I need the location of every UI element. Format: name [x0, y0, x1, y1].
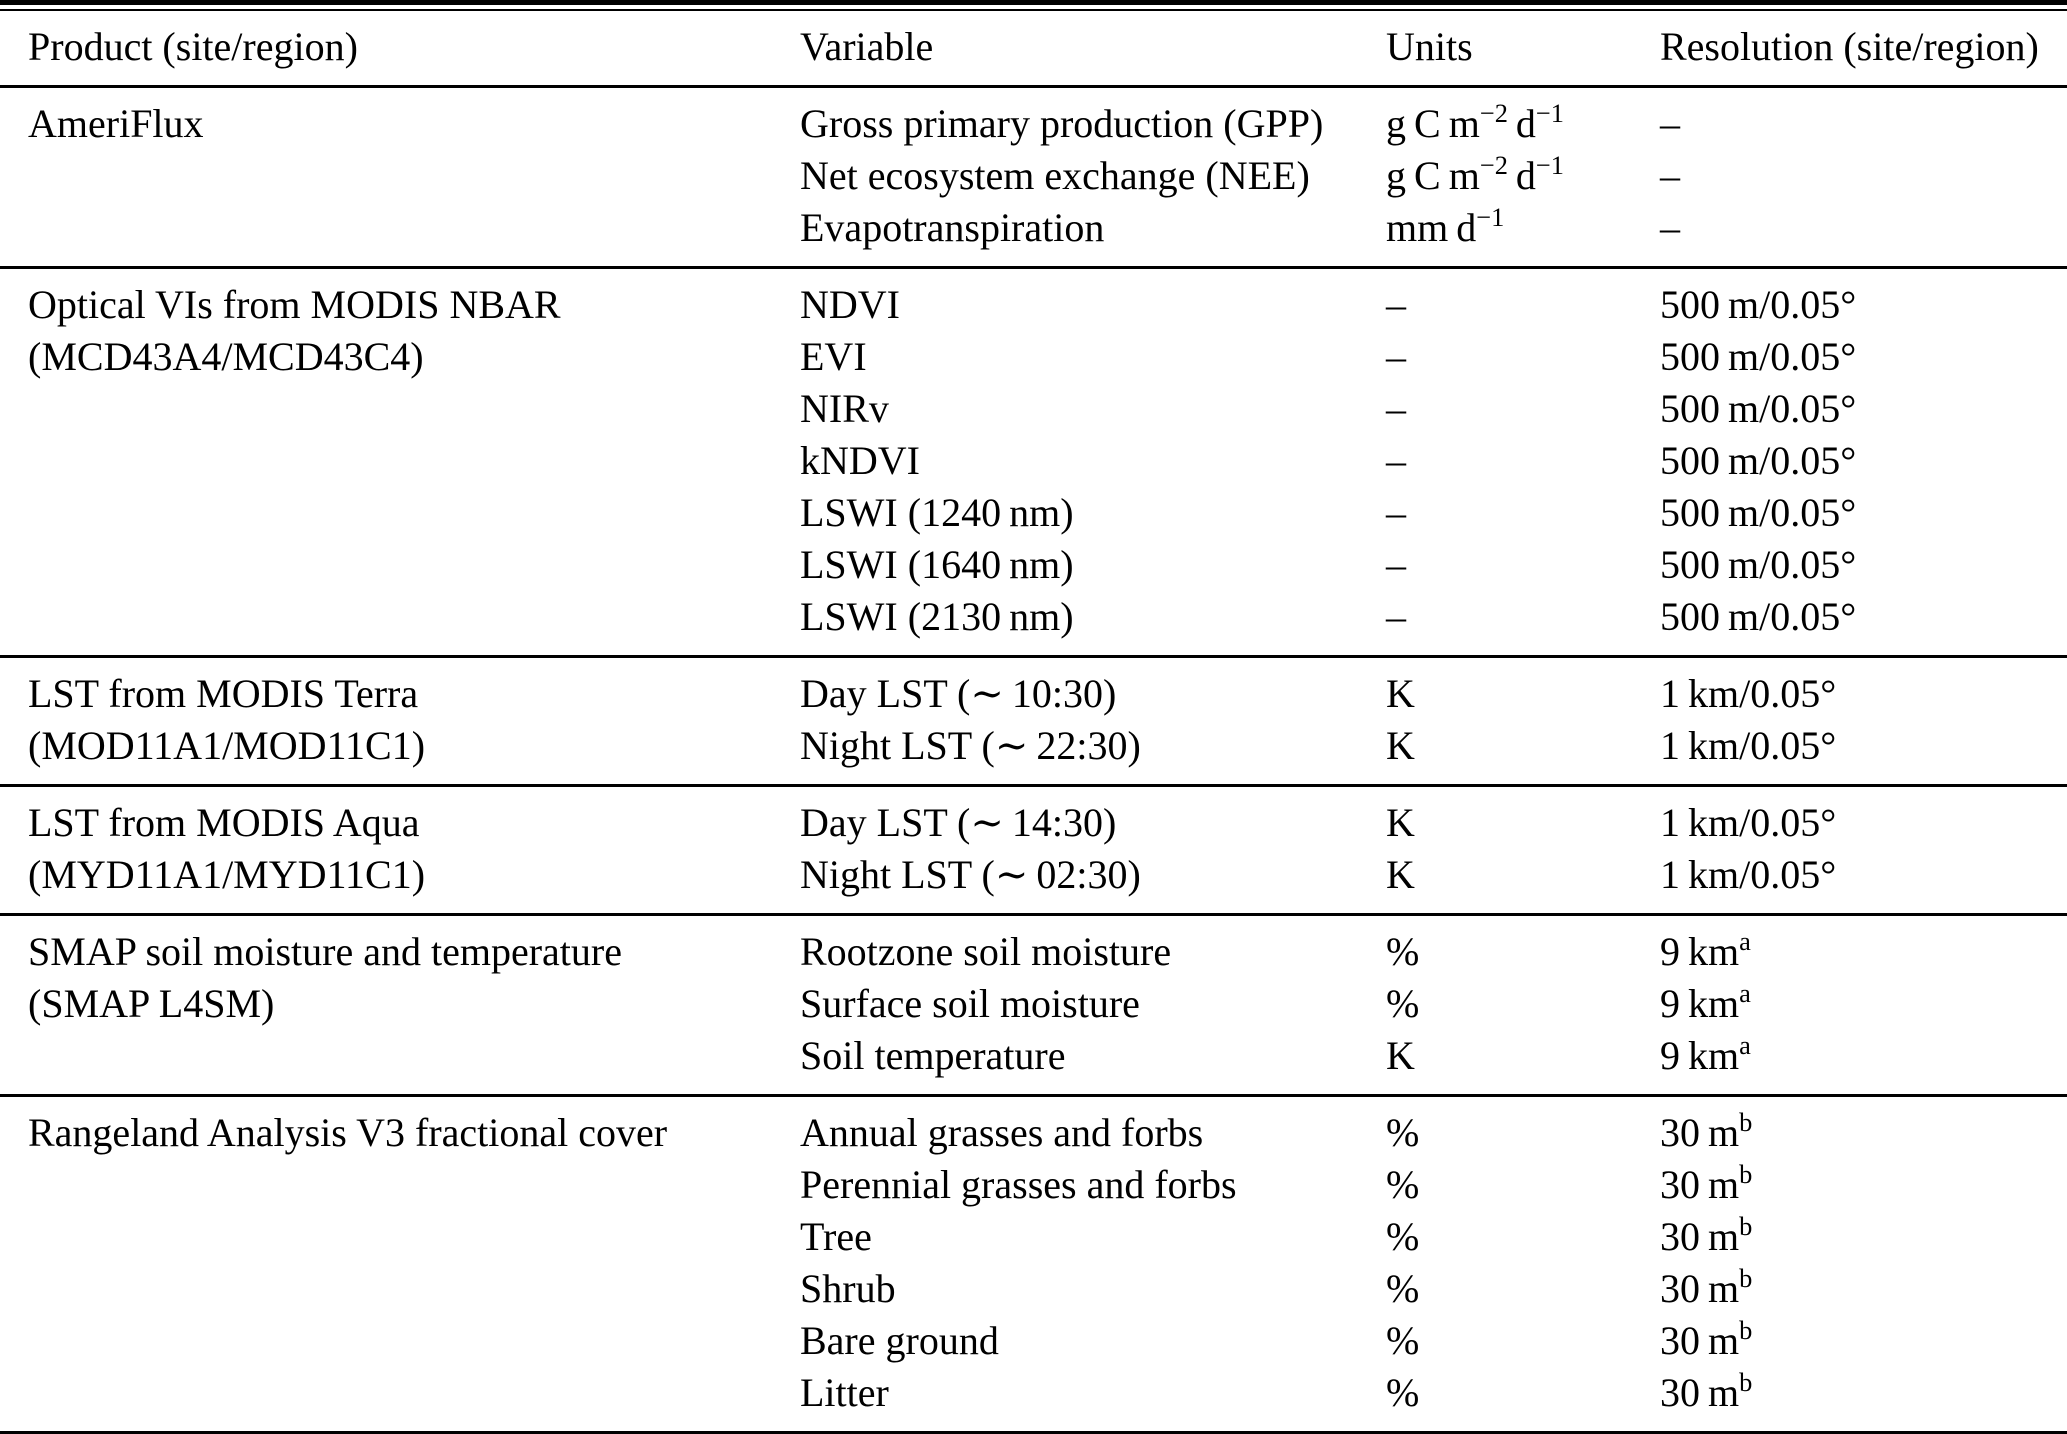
units-cell: K [1386, 852, 1415, 897]
resolution-cell: 500 m/0.05° [1660, 334, 1857, 379]
units-cell: – [1386, 386, 1406, 431]
column-header-variable: Variable [800, 10, 1386, 87]
table-row [0, 383, 2067, 435]
variable-cell: Evapotranspiration [800, 205, 1105, 250]
resolution-cell: 30 $m^b$ [1660, 1159, 1753, 1207]
table-row [0, 657, 2067, 721]
table-row [0, 978, 2067, 1030]
units-cell: – [1386, 334, 1406, 379]
units-cell: – [1386, 438, 1406, 483]
table-row [0, 487, 2067, 539]
units-cell: % [1386, 1370, 1420, 1415]
variable-cell: Bare ground [800, 1318, 999, 1363]
table-row [0, 720, 2067, 786]
table-row [0, 849, 2067, 915]
resolution-cell: 30 $m^b$ [1660, 1211, 1753, 1259]
resolution-cell: 500 m/0.05° [1660, 386, 1857, 431]
units-cell: – [1386, 542, 1406, 587]
variable-cell: Tree [800, 1214, 872, 1259]
product-cell: (MOD11A1/MOD11C1) [28, 723, 426, 768]
variable-cell: Day LST (∼ 10:30) [800, 671, 1117, 716]
resolution-cell: 1 km/0.05° [1660, 671, 1837, 716]
table-row [0, 1030, 2067, 1096]
variable-cell: Night LST (∼ 02:30) [800, 852, 1141, 897]
units-cell: – [1386, 282, 1406, 327]
units-cell: % [1386, 1318, 1420, 1363]
variable-cell: Surface soil moisture [800, 981, 1140, 1026]
product-cell [0, 1159, 800, 1211]
product-cell [0, 1211, 800, 1263]
variable-cell: Annual grasses and forbs [800, 1110, 1204, 1155]
table-row [0, 150, 2067, 202]
units-cell: mm $d^{-1}$ [1386, 202, 1505, 250]
resolution-cell: 500 m/0.05° [1660, 594, 1857, 639]
units-cell: K [1386, 1033, 1415, 1078]
product-cell [0, 1263, 800, 1315]
product-cell [0, 591, 800, 657]
table-row [0, 435, 2067, 487]
variable-cell: LSWI (2130 nm) [800, 594, 1074, 639]
units-cell: % [1386, 981, 1420, 1026]
units-cell: K [1386, 723, 1415, 768]
resolution-cell: 30 $m^b$ [1660, 1367, 1753, 1415]
table-section [0, 915, 2067, 1096]
resolution-cell: – [1660, 205, 1680, 250]
table-row [0, 331, 2067, 383]
table-section [0, 786, 2067, 915]
resolution-cell: 1 km/0.05° [1660, 723, 1837, 768]
table-row [0, 591, 2067, 657]
resolution-cell: 500 m/0.05° [1660, 490, 1857, 535]
table-row [0, 1315, 2067, 1367]
table-row [0, 1367, 2067, 1433]
variable-cell: Rootzone soil moisture [800, 929, 1172, 974]
table-row [0, 1096, 2067, 1160]
data-table [0, 9, 2067, 1434]
product-cell [0, 435, 800, 487]
resolution-cell: 1 km/0.05° [1660, 800, 1837, 845]
units-cell: K [1386, 800, 1415, 845]
resolution-cell: 500 m/0.05° [1660, 542, 1857, 587]
resolution-cell: 30 $m^b$ [1660, 1263, 1753, 1311]
variable-cell: Night LST (∼ 22:30) [800, 723, 1141, 768]
units-cell: % [1386, 929, 1420, 974]
product-cell: AmeriFlux [28, 101, 204, 146]
resolution-cell: – [1660, 153, 1680, 198]
table-row [0, 1211, 2067, 1263]
product-cell [0, 1367, 800, 1433]
product-cell: LST from MODIS Aqua [28, 800, 420, 845]
units-cell: g C $m^{-2}$ $d^{-1}$ [1386, 98, 1565, 146]
resolution-cell: 30 $m^b$ [1660, 1315, 1753, 1363]
table-section [0, 87, 2067, 268]
product-cell: LST from MODIS Terra [28, 671, 419, 716]
variable-cell: Litter [800, 1370, 889, 1415]
table-section [0, 268, 2067, 657]
units-cell: % [1386, 1214, 1420, 1259]
variable-cell: Soil temperature [800, 1033, 1066, 1078]
product-cell [0, 383, 800, 435]
header-row [0, 10, 2067, 87]
units-cell: % [1386, 1266, 1420, 1311]
variable-cell: kNDVI [800, 438, 920, 483]
resolution-cell: 9 $km^a$ [1660, 978, 1751, 1026]
table-row [0, 202, 2067, 268]
product-cell [0, 1030, 800, 1096]
table-section [0, 657, 2067, 786]
variable-cell: Day LST (∼ 14:30) [800, 800, 1117, 845]
table-row [0, 539, 2067, 591]
resolution-cell: 30 $m^b$ [1660, 1107, 1753, 1155]
resolution-cell: 500 m/0.05° [1660, 282, 1857, 327]
resolution-cell: – [1660, 101, 1680, 146]
product-cell [0, 150, 800, 202]
units-cell: – [1386, 490, 1406, 535]
variable-cell: Net ecosystem exchange (NEE) [800, 153, 1310, 198]
product-cell [0, 1315, 800, 1367]
product-cell [0, 539, 800, 591]
table-row [0, 786, 2067, 850]
units-cell: K [1386, 671, 1415, 716]
column-header-product: Product (site/region) [0, 10, 800, 87]
variable-cell: Shrub [800, 1266, 896, 1311]
units-cell: % [1386, 1162, 1420, 1207]
product-cell: SMAP soil moisture and temperature [28, 929, 622, 974]
product-cell [0, 202, 800, 268]
resolution-cell: 500 m/0.05° [1660, 438, 1857, 483]
variable-cell: EVI [800, 334, 867, 379]
variable-cell: Perennial grasses and forbs [800, 1162, 1237, 1207]
table-row [0, 268, 2067, 332]
product-cell: (MYD11A1/MYD11C1) [28, 852, 426, 897]
table-row [0, 1159, 2067, 1211]
table-header [0, 10, 2067, 87]
units-cell: – [1386, 594, 1406, 639]
product-cell: Rangeland Analysis V3 fractional cover [28, 1110, 668, 1155]
column-header-units: Units [1386, 10, 1660, 87]
column-header-resolution: Resolution (site/region) [1660, 10, 2067, 87]
resolution-cell: 9 $km^a$ [1660, 1030, 1751, 1078]
table-row [0, 87, 2067, 151]
product-cell [0, 487, 800, 539]
product-cell: (SMAP L4SM) [28, 981, 275, 1026]
variable-cell: LSWI (1640 nm) [800, 542, 1074, 587]
product-cell: Optical VIs from MODIS NBAR [28, 282, 561, 327]
table-section [0, 1096, 2067, 1433]
product-cell: (MCD43A4/MCD43C4) [28, 334, 424, 379]
table-row [0, 1263, 2067, 1315]
units-cell: g C $m^{-2}$ $d^{-1}$ [1386, 150, 1565, 198]
units-cell: % [1386, 1110, 1420, 1155]
variable-cell: NIRv [800, 386, 889, 431]
variable-cell: LSWI (1240 nm) [800, 490, 1074, 535]
variable-cell: Gross primary production (GPP) [800, 101, 1324, 146]
resolution-cell: 9 $km^a$ [1660, 926, 1751, 974]
table-row [0, 915, 2067, 979]
variable-cell: NDVI [800, 282, 900, 327]
resolution-cell: 1 km/0.05° [1660, 852, 1837, 897]
